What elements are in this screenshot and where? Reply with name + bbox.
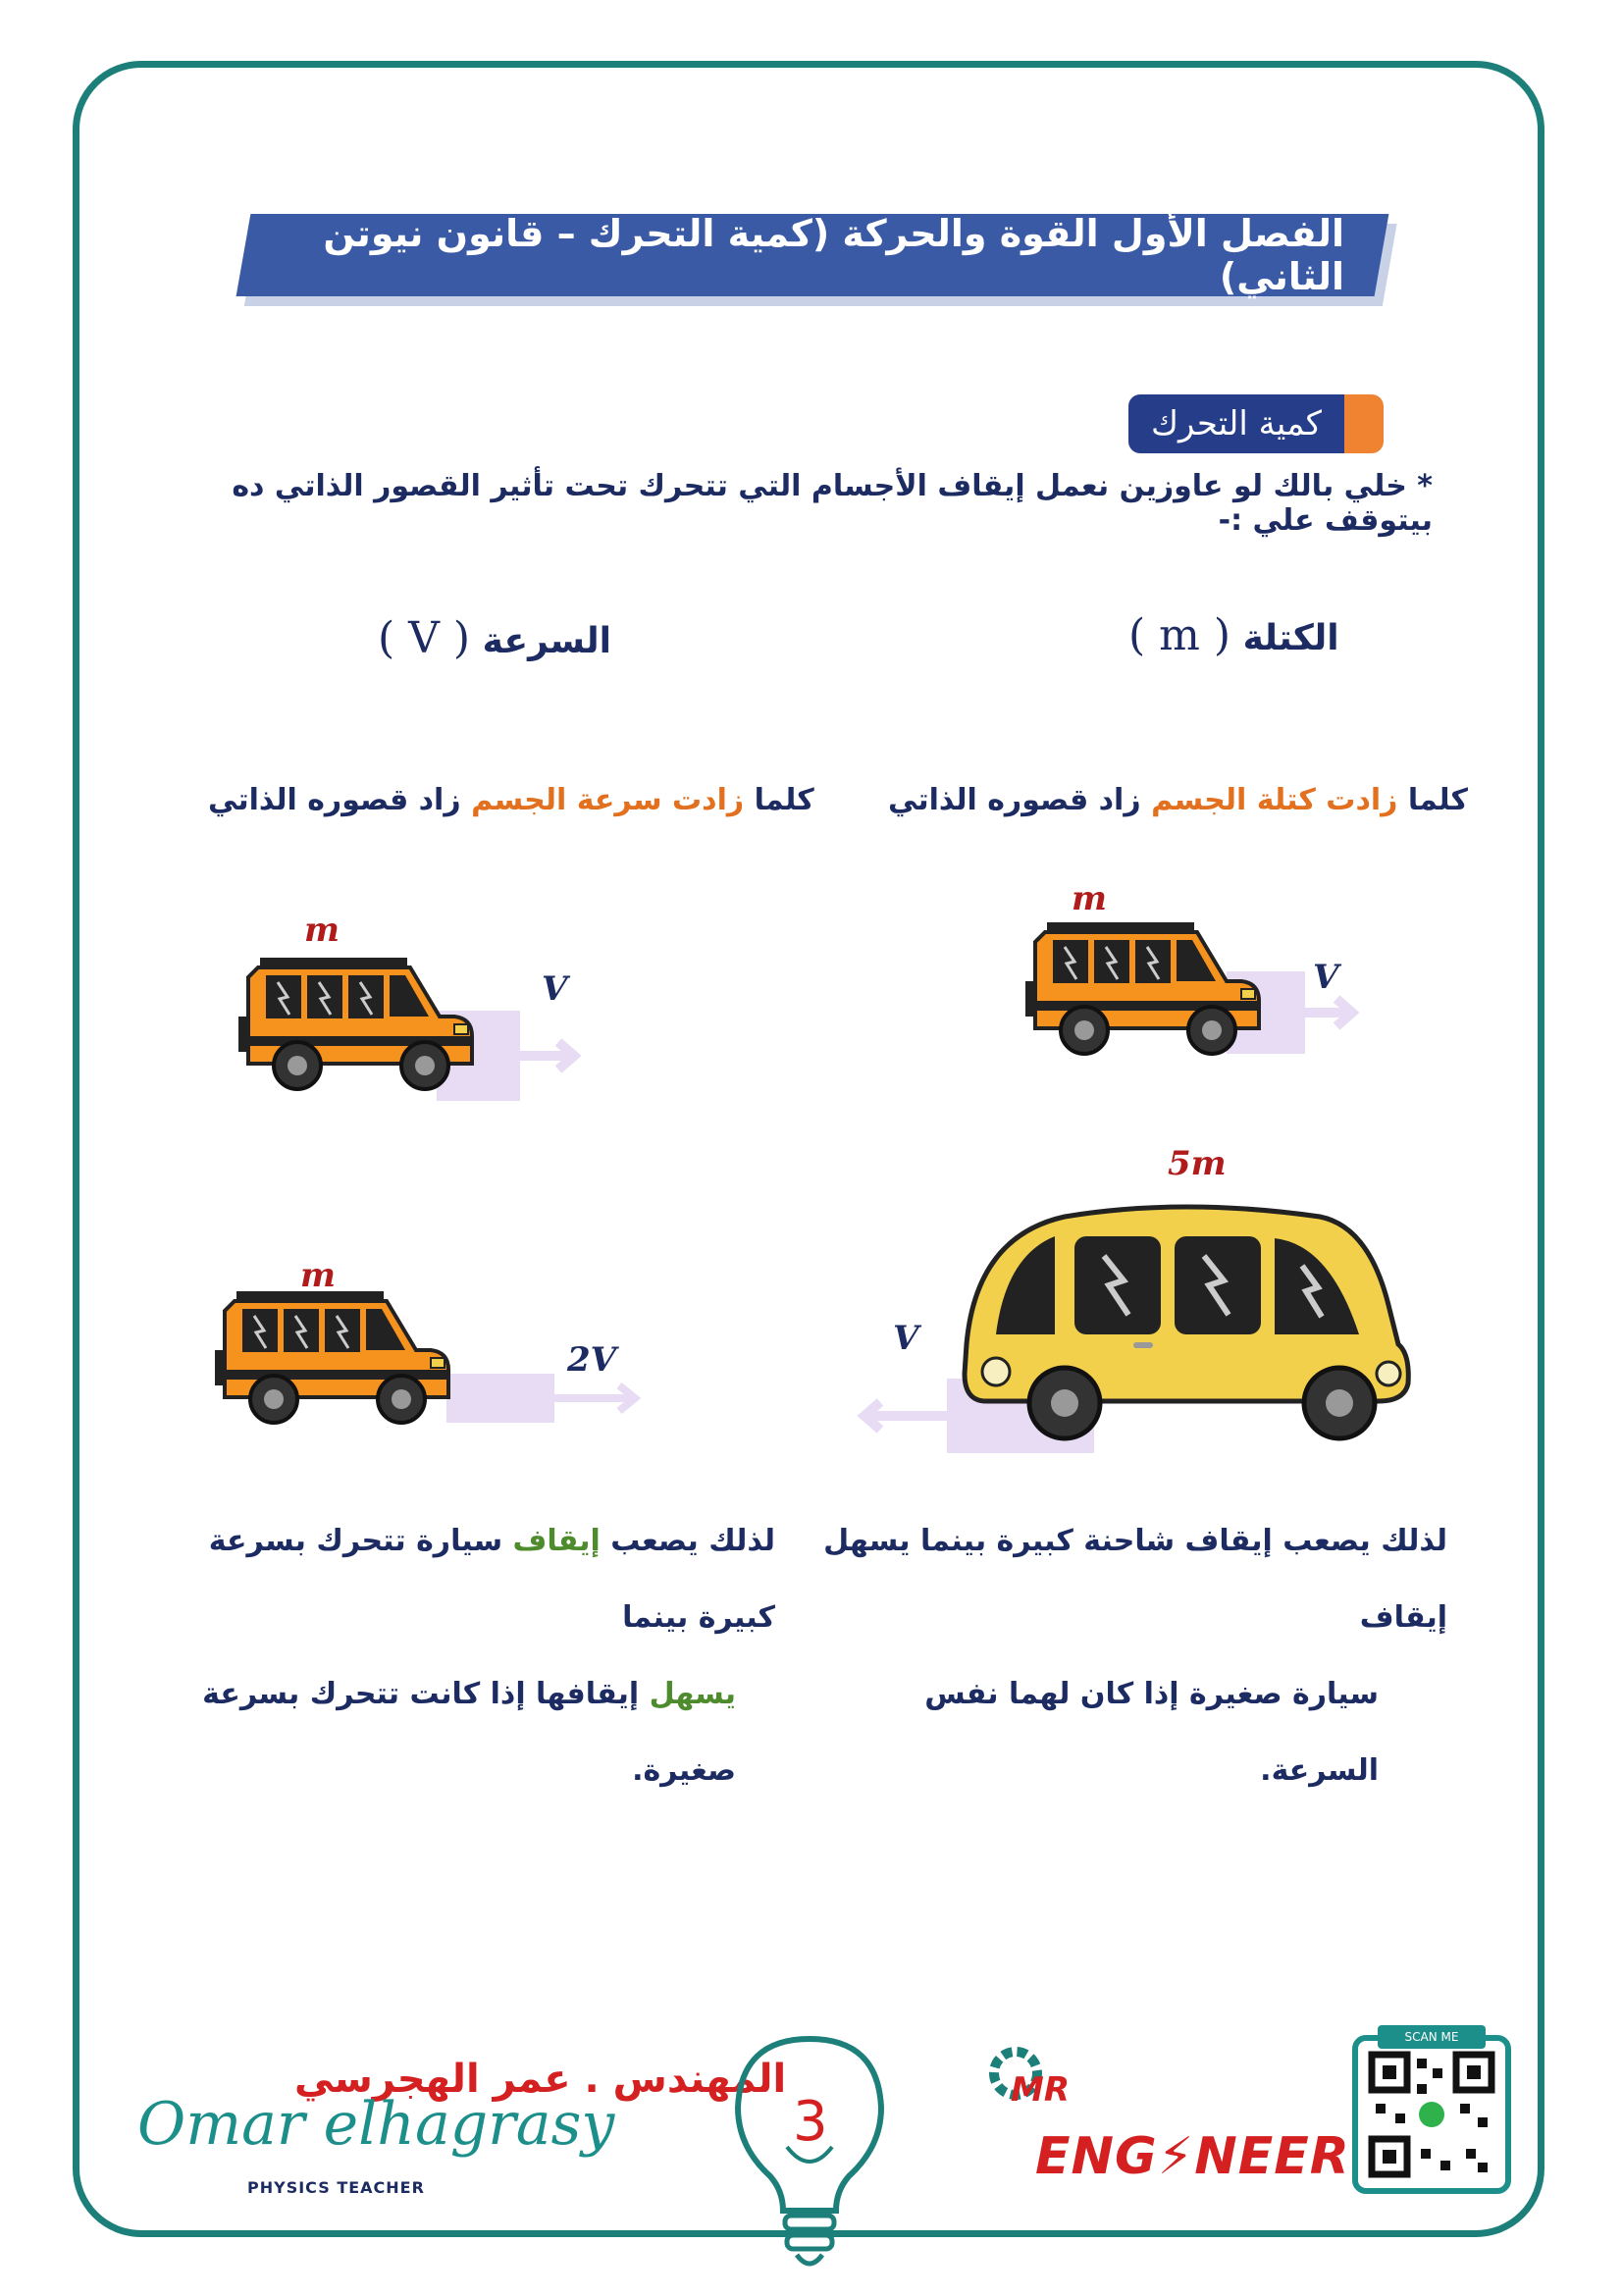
speed-rule [208,783,814,817]
physics-teacher-label: PHYSICS TEACHER [247,2178,425,2197]
mass-conclusion-line1: لذلك يصعب إيقاف شاحنة كبيرة بينما يسهل إيقاف [823,1524,1447,1635]
label-v-top-right: V [1313,958,1339,997]
mass-header [1128,610,1339,660]
speed-header-symbol: ( V ) [378,613,471,663]
author-arabic: المهندس . عمر الهجرسي [294,2057,787,2102]
label-2v: 2V [567,1340,617,1380]
brand-mr: MR [1011,2070,1071,2110]
mass-rule [888,783,1468,817]
speed-rule-part2: زاد قصوره الذاتي [208,783,472,817]
qr-pattern-icon [1372,2055,1491,2174]
speed-conclusion-highlight2: يسهل [649,1677,736,1711]
label-5m: 5m [1168,1144,1227,1183]
car-speed-2v [208,1291,463,1429]
car-speed-v [232,958,487,1095]
label-v-bus: V [893,1319,919,1358]
page-number: 3 [793,2090,828,2154]
speed-header [378,613,611,663]
speed-conclusion-highlight1: إيقاف [512,1524,601,1558]
mass-rule-part2: زاد قصوره الذاتي [888,783,1152,817]
label-m-bottom-left: m [300,1256,336,1295]
mass-rule-highlight: زادت كتلة الجسم [1151,783,1398,817]
brand-engineer: ENG⚡NEER [1035,2127,1350,2186]
speed-conclusion-part1: لذلك يصعب [600,1524,775,1558]
bus-mass-5m [957,1197,1418,1442]
section-tag [1128,394,1384,453]
speed-conclusion-part2: سيارة تتحرك بسرعة كبيرة بينما [208,1524,775,1635]
speed-conclusion-line1 [147,1503,775,1656]
speed-conclusion-line2 [147,1656,775,1809]
page-frame [73,61,1544,2237]
small-car-mass [1019,922,1274,1060]
speed-conclusion [147,1503,775,1809]
scan-me-label: SCAN ME [1378,2025,1486,2049]
speed-header-label: السرعة [482,621,611,661]
mass-header-symbol: ( m ) [1128,610,1231,660]
speed-rule-highlight: زادت سرعة الجسم [471,783,745,817]
speed-rule-part1: كلما [744,783,814,817]
signature-logo: Omar elhagrasy [137,2090,615,2159]
label-m-top-left: m [304,911,340,950]
qr-code[interactable] [1352,2035,1511,2194]
section-tag-label: كمية التحرك [1151,404,1322,444]
arrow-2v [446,1374,643,1472]
label-v-top-left: V [542,969,568,1009]
mass-header-label: الكتلة [1242,618,1339,658]
label-m-top-right: m [1072,879,1107,918]
mass-conclusion [819,1503,1447,1809]
lightbulb-icon [726,2029,893,2284]
page-title: الفصل الأول القوة والحركة (كمية التحرك – قانون نيوتن الثاني) [323,212,1344,298]
intro-text: * خلي بالك لو عاوزين نعمل إيقاف الأجسام التي تتحرك تحت تأثير القصور الذاتي ده بيتوقف علي :- [232,469,1433,538]
speed-conclusion-part3: إيقافها إذا كانت تتحرك بسرعة صغيرة. [202,1677,736,1788]
mass-conclusion-line2: سيارة صغيرة إذا كان لهما نفس السرعة. [924,1677,1379,1788]
mass-rule-part1: كلما [1397,783,1468,817]
